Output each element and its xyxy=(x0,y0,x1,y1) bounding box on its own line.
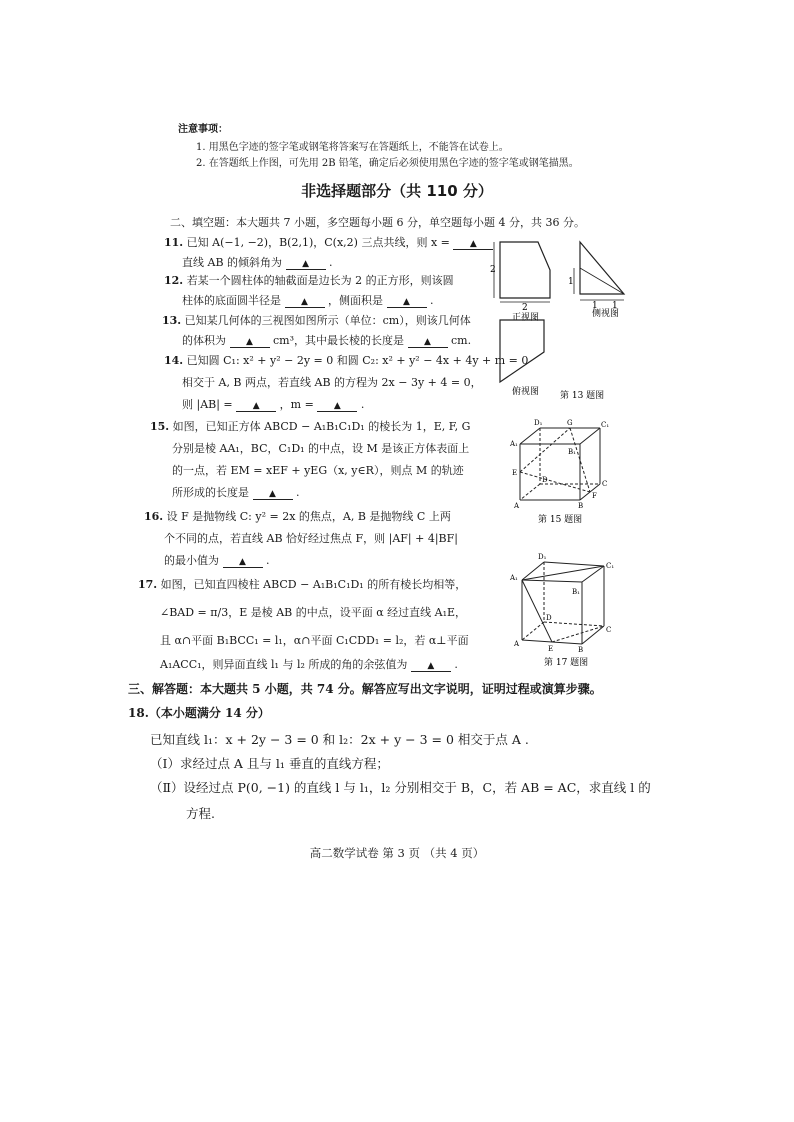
q14-text3c: . xyxy=(360,398,365,411)
notes-item-1: 1. 用黑色字迹的签字笔或钢笔将答案写在答题纸上，不能答在试卷上。 xyxy=(196,142,509,153)
q16-line3 xyxy=(164,552,270,568)
page-footer: 高二数学试卷 第 3 页 （共 4 页） xyxy=(309,846,485,860)
fig15-label-D: D xyxy=(542,476,548,484)
fig17-label-B: B xyxy=(578,646,584,654)
fig15-label-G: G xyxy=(567,419,573,427)
q17-text4b: . xyxy=(454,658,458,671)
q16-blank1[interactable]: ▲ xyxy=(223,557,263,568)
fig13-side-view-shape xyxy=(580,242,624,294)
q17-line3: 且 α∩平面 B₁BCC₁ = l₁，α∩平面 C₁CDD₁ = l₂，若 α⊥平面 xyxy=(160,634,469,647)
fig17-label-C1: C₁ xyxy=(606,562,615,570)
q11-text1: 已知 A(−1, −2)，B(2,1)，C(x,2) 三点共线，则 x = xyxy=(186,236,450,249)
q13-blank2[interactable]: ▲ xyxy=(408,337,448,348)
fig13-dim-front-h: 2 xyxy=(490,265,496,275)
q12-text2c: . xyxy=(430,294,434,307)
section-title: 非选择题部分（共 110 分） xyxy=(301,182,493,200)
q18-part1: （Ⅰ）求经过点 A 且与 l₁ 垂直的直线方程； xyxy=(150,756,389,771)
q12-text1: 若某一个圆柱体的轴截面是边长为 2 的正方形，则该圆 xyxy=(186,274,454,287)
q13-text2b: cm³，其中最长棱的长度是 xyxy=(273,334,405,347)
q11-line2 xyxy=(182,254,333,270)
q12-line1 xyxy=(164,272,454,288)
q18-heading: 18.（本小题满分 14 分） xyxy=(128,706,270,720)
fig17-label-A: A xyxy=(514,640,520,648)
fig13-front-label: 正视图 xyxy=(512,313,540,323)
q16-number: 16. xyxy=(144,510,164,523)
q15-number: 15. xyxy=(150,420,170,433)
q15-line4 xyxy=(172,484,300,500)
q12-text2: 柱体的底面圆半径是 xyxy=(182,294,281,307)
fig13-top-label: 俯视图 xyxy=(512,387,540,397)
section2-heading: 二、填空题：本大题共 7 小题，多空题每小题 6 分，单空题每小题 4 分，共 36 分。 xyxy=(170,216,585,229)
q11-blank2[interactable]: ▲ xyxy=(286,259,326,270)
q17-text1: 如图，已知直四棱柱 ABCD − A₁B₁C₁D₁ 的所有棱长均相等， xyxy=(160,578,467,591)
fig17-label-A1: A₁ xyxy=(510,574,518,582)
q14-line2: 相交于 A, B 两点，若直线 AB 的方程为 2x − 3y + 4 = 0， xyxy=(182,376,482,389)
q14-line3 xyxy=(182,396,364,412)
fig15-label-E: E xyxy=(512,469,518,477)
fig15-label-B1: B₁ xyxy=(568,448,576,456)
q17-line4 xyxy=(160,656,458,672)
fig17-caption: 第 17 题图 xyxy=(544,658,589,668)
q17-line2: ∠BAD = π/3，E 是棱 AB 的中点，设平面 α 经过直线 A₁E， xyxy=(160,606,467,619)
section3-heading: 三、解答题：本大题共 5 小题，共 74 分。解答应写出文字说明，证明过程或演算步骤。 xyxy=(128,682,602,696)
q12-line2 xyxy=(182,292,434,308)
q14-blank2[interactable]: ▲ xyxy=(317,401,357,412)
q15-text1: 如图，已知正方体 ABCD − A₁B₁C₁D₁ 的棱长为 1，E, F, G xyxy=(172,420,471,433)
fig17-label-B1: B₁ xyxy=(572,588,580,596)
q14-number: 14. xyxy=(164,354,184,367)
q16-line2: 个不同的点，若直线 AB 恰好经过焦点 F，则 |AF| + 4|BF| xyxy=(164,532,458,545)
q12-text2b: ，侧面积是 xyxy=(328,294,383,307)
fig13-front-view-shape xyxy=(500,242,550,298)
q16-text1: 设 F 是抛物线 C: y² = 2x 的焦点，A, B 是抛物线 C 上两 xyxy=(166,510,451,523)
fig15-label-B: B xyxy=(578,502,584,510)
q16-text3b: . xyxy=(266,554,270,567)
q16-text3: 的最小值为 xyxy=(164,554,219,567)
q14-text3: 则 |AB| = xyxy=(182,398,233,411)
q13-line1 xyxy=(162,312,471,328)
q15-text4b: . xyxy=(296,486,300,499)
figure-17 xyxy=(508,552,628,668)
q17-blank1[interactable]: ▲ xyxy=(411,661,451,672)
q14-text3b: ，m = xyxy=(279,398,314,411)
q15-line1 xyxy=(150,418,470,434)
q18-part2: （Ⅱ）设经过点 P(0, −1) 的直线 l 与 l₁，l₂ 分别相交于 B，C，若 AB = AC，求直线 l 的 xyxy=(150,780,651,795)
fig13-caption: 第 13 题图 xyxy=(560,391,605,401)
q17-number: 17. xyxy=(138,578,158,591)
q13-text2c: cm. xyxy=(451,334,472,347)
fig15-label-F: F xyxy=(592,492,597,500)
q11-text2: 直线 AB 的倾斜角为 xyxy=(182,256,283,269)
q14-blank1[interactable]: ▲ xyxy=(236,401,276,412)
fig13-dim-side-h: 1 xyxy=(568,277,574,287)
q13-text2: 的体积为 xyxy=(182,334,226,347)
fig13-dim-side-w2: 1 xyxy=(612,301,618,311)
fig13-dim-front-w: 2 xyxy=(522,303,528,313)
fig15-caption: 第 15 题图 xyxy=(538,515,583,525)
q12-blank1[interactable]: ▲ xyxy=(285,297,325,308)
figure-13 xyxy=(488,238,638,408)
q16-line1 xyxy=(144,508,451,524)
fig15-label-C1: C₁ xyxy=(601,421,610,429)
q13-text1: 已知某几何体的三视图如图所示（单位：cm），则该几何体 xyxy=(184,314,471,327)
notes-item-2: 2. 在答题纸上作图，可先用 2B 铅笔，确定后必须使用黑色字迹的签字笔或钢笔描黑。 xyxy=(196,158,579,169)
q15-line3: 的一点，若 EM = xEF + yEG（x, y∈R），则点 M 的轨迹 xyxy=(172,464,464,477)
q14-text1: 已知圆 C₁: x² + y² − 2y = 0 和圆 C₂: x² + y² − 4x + 4y + m = 0 xyxy=(186,354,529,367)
q13-line2 xyxy=(182,332,471,348)
q15-line2: 分别是棱 AA₁，BC，C₁D₁ 的中点，设 M 是该正方体表面上 xyxy=(172,442,470,455)
q11-blank1[interactable]: ▲ xyxy=(453,239,493,250)
q15-blank1[interactable]: ▲ xyxy=(253,489,293,500)
figure-15 xyxy=(508,418,618,526)
q17-text4: A₁ACC₁，则异面直线 l₁ 与 l₂ 所成的角的余弦值为 xyxy=(160,658,408,671)
q13-blank1[interactable]: ▲ xyxy=(230,337,270,348)
q12-blank2[interactable]: ▲ xyxy=(387,297,427,308)
fig13-dim-side-w1: 1 xyxy=(592,301,598,311)
notes-heading: 注意事项： xyxy=(178,124,228,135)
fig17-label-D: D xyxy=(546,614,552,622)
fig15-label-D1: D₁ xyxy=(534,419,543,427)
fig17-label-D1: D₁ xyxy=(538,553,547,561)
fig15-label-A: A xyxy=(514,502,520,510)
q15-text4: 所形成的长度是 xyxy=(172,486,249,499)
fig13-top-view-shape xyxy=(500,320,544,382)
q14-line1 xyxy=(164,352,528,368)
q11-text2-end: . xyxy=(329,256,333,269)
q17-line1 xyxy=(138,576,466,592)
fig17-label-C: C xyxy=(606,626,612,634)
fig17-label-E: E xyxy=(548,645,554,653)
q11-number: 11. xyxy=(164,236,184,249)
fig15-label-C: C xyxy=(602,480,608,488)
q18-part2b: 方程. xyxy=(186,806,215,821)
fig15-label-A1: A₁ xyxy=(510,440,518,448)
q11-line1 xyxy=(164,234,493,250)
q18-line1: 已知直线 l₁：x + 2y − 3 = 0 和 l₂：2x + y − 3 = 0 相交于点 A . xyxy=(150,732,529,747)
q12-number: 12. xyxy=(164,274,184,287)
fig13-side-label: 侧视图 xyxy=(592,309,620,319)
q13-number: 13. xyxy=(162,314,182,327)
